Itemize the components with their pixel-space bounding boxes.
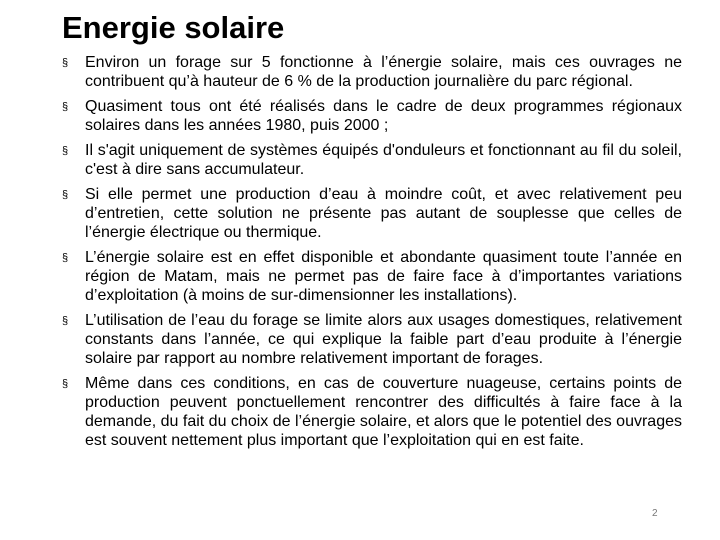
bullet-list xyxy=(60,53,682,456)
bullet-item xyxy=(60,97,682,135)
bullet-item xyxy=(60,248,682,305)
bullet-item xyxy=(60,141,682,179)
bullet-text: Environ un forage sur 5 fonctionne à l’énergie solaire, mais ces ouvrages ne contribuent qu’à hauteur de 6 % de la production journalière du parc régional. xyxy=(85,54,682,90)
bullet-item xyxy=(60,311,682,368)
bullet-text: Même dans ces conditions, en cas de couverture nuageuse, certains points de production peuvent ponctuellement rencontrer des difficultés à faire face à la demande, du fait du choix de l’énergie solaire, et alors que le potentiel des ouvrages est souvent nettement plus important que l’exploitation qui en est faite. xyxy=(85,375,682,449)
bullet-marker-icon: § xyxy=(62,315,69,327)
page-number: 2 xyxy=(652,508,658,519)
bullet-marker-icon: § xyxy=(62,57,69,69)
bullet-marker-icon: § xyxy=(62,145,69,157)
bullet-item xyxy=(60,374,682,450)
bullet-item xyxy=(60,53,682,91)
bullet-marker-icon: § xyxy=(62,101,69,113)
bullet-marker-icon: § xyxy=(62,378,69,390)
bullet-text: Quasiment tous ont été réalisés dans le cadre de deux programmes régionaux solaires dans les années 1980, puis 2000 ; xyxy=(85,98,682,134)
bullet-text: L’utilisation de l’eau du forage se limite alors aux usages domestiques, relativement constants dans l’année, ce qui explique la faible part d’eau produite à l’énergie solaire par rapport au nombre relativement important de forages. xyxy=(85,312,682,367)
bullet-text: Si elle permet une production d’eau à moindre coût, et avec relativement peu d’entretien, cette solution ne présente pas autant de souplesse que celles de l’énergie électrique ou thermique. xyxy=(85,186,682,241)
bullet-text: L’énergie solaire est en effet disponible et abondante quasiment toute l’année en région de Matam, mais ne permet pas de faire face à d’importantes variations d’exploitation (à moins de sur-dimensionner les installations). xyxy=(85,249,682,304)
slide-title: Energie solaire xyxy=(62,10,285,45)
bullet-marker-icon: § xyxy=(62,252,69,264)
bullet-marker-icon: § xyxy=(62,189,69,201)
bullet-item xyxy=(60,185,682,242)
bullet-text: Il s'agit uniquement de systèmes équipés d'onduleurs et fonctionnant au fil du soleil, c'est à dire sans accumulateur. xyxy=(85,142,682,178)
